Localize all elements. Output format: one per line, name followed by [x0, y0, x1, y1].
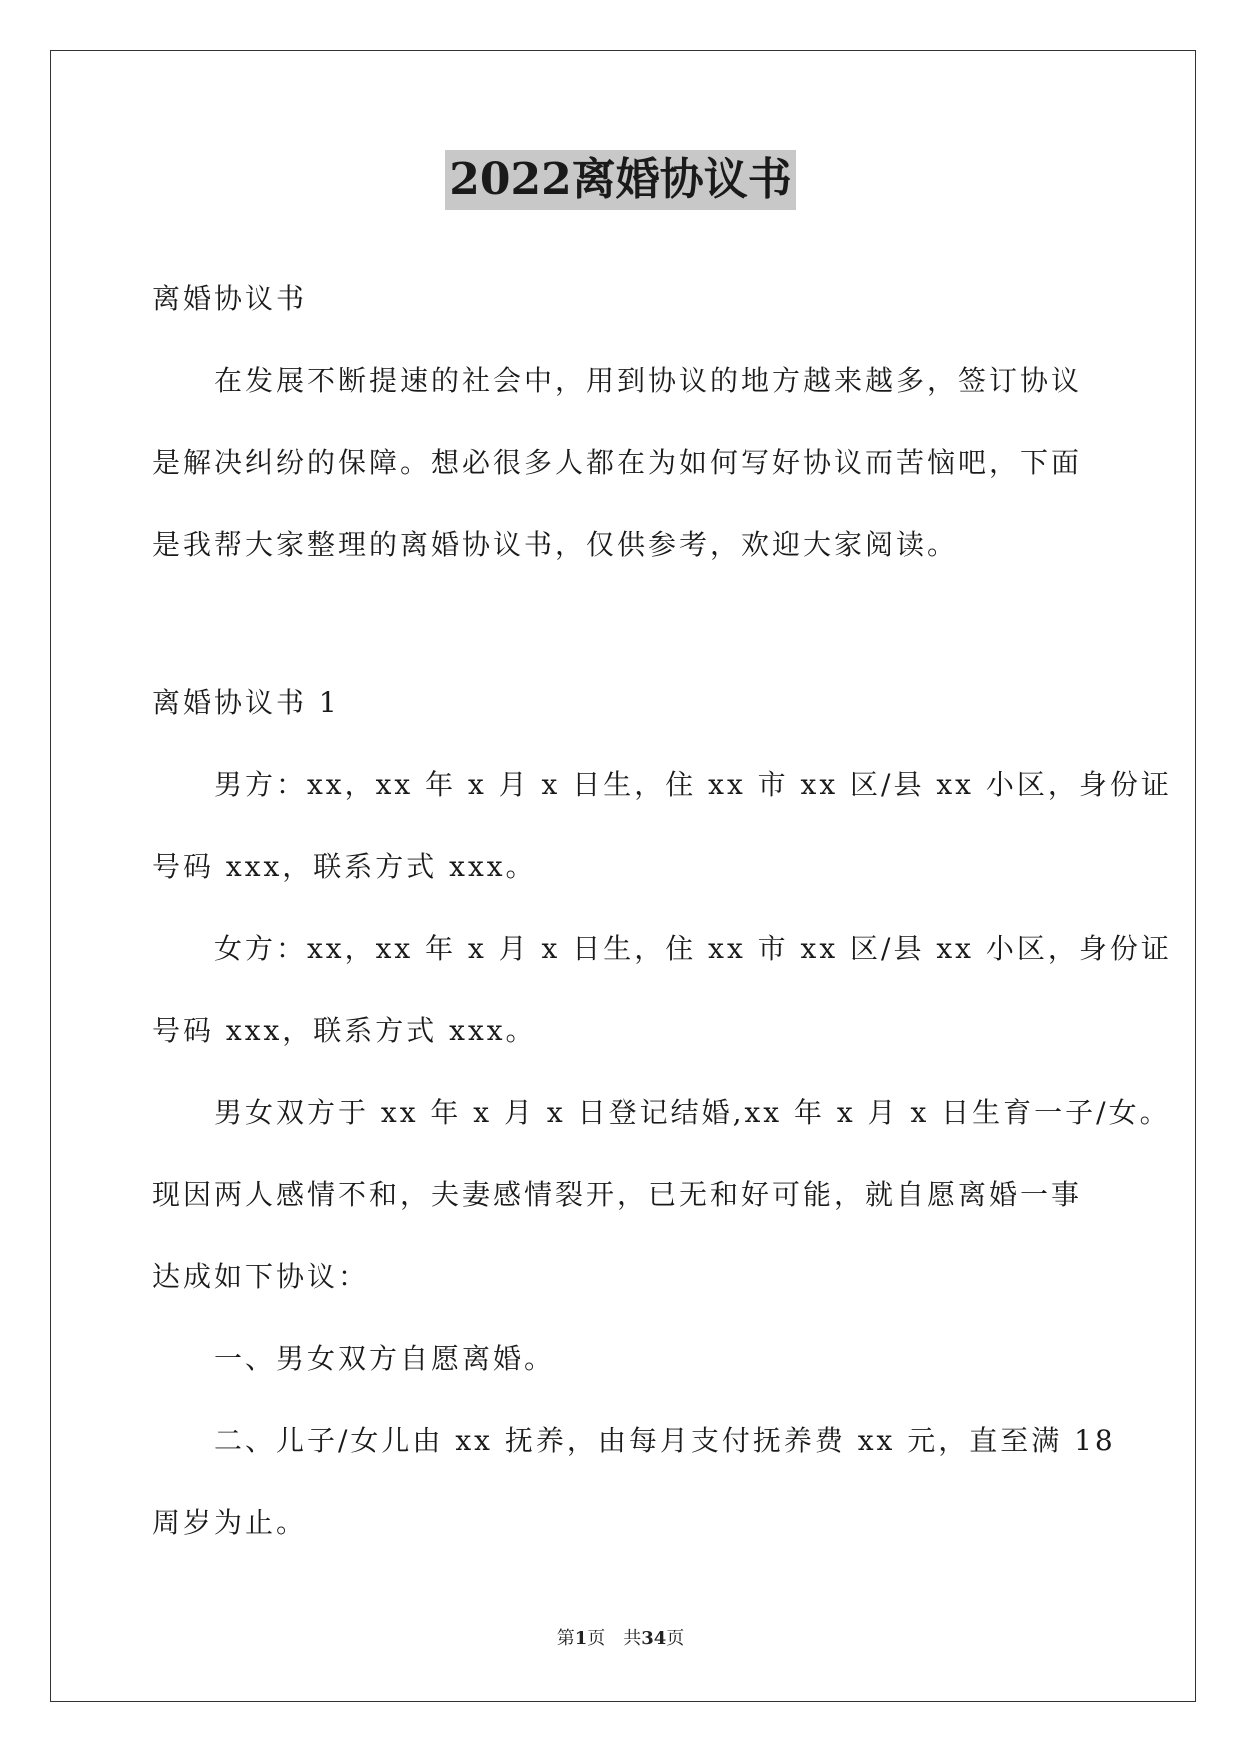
clause-2-line-1: 二、儿子/女儿由 xx 抚养，由每月支付抚养费 xx 元，直至满 18: [214, 1424, 1116, 1457]
marriage-line-1: 男女双方于 xx 年 x 月 x 日登记结婚,xx 年 x 月 x 日生育一子/女。: [214, 1096, 1171, 1129]
clause-2-line-2: 周岁为止。: [152, 1506, 308, 1539]
intro-line-1: 在发展不断提速的社会中，用到协议的地方越来越多，签订协议: [214, 364, 1083, 397]
male-line-2: 号码 xxx，联系方式 xxx。: [152, 850, 537, 883]
footer-total-pages: 34: [641, 1628, 667, 1649]
section-heading: 离婚协议书 1: [152, 686, 340, 719]
intro-line-3: 是我帮大家整理的离婚协议书，仅供参考，欢迎大家阅读。: [152, 528, 959, 561]
page-footer: [0, 1624, 1241, 1650]
marriage-line-3: 达成如下协议：: [152, 1260, 370, 1293]
male-line-1: 男方：xx，xx 年 x 月 x 日生，住 xx 市 xx 区/县 xx 小区，身份证: [214, 768, 1172, 801]
clause-1: 一、男女双方自愿离婚。: [214, 1342, 556, 1375]
footer-page-number: 1: [574, 1628, 588, 1649]
footer-total-suffix: 页: [666, 1628, 685, 1649]
document-heading: 离婚协议书: [152, 282, 308, 315]
footer-page-prefix: 第: [556, 1628, 575, 1649]
document-title: 2022离婚协议书: [445, 150, 795, 210]
spacer: [152, 586, 1092, 662]
intro-line-2: 是解决纠纷的保障。想必很多人都在为如何写好协议而苦恼吧，下面: [152, 446, 1083, 479]
female-line-1: 女方：xx，xx 年 x 月 x 日生，住 xx 市 xx 区/县 xx 小区，身份证: [214, 932, 1172, 965]
marriage-line-2: 现因两人感情不和，夫妻感情裂开，已无和好可能，就自愿离婚一事: [152, 1178, 1083, 1211]
footer-page-suffix: 页: [587, 1628, 606, 1649]
title-wrap: [0, 150, 1241, 210]
female-line-2: 号码 xxx，联系方式 xxx。: [152, 1014, 537, 1047]
footer-total-prefix: 共: [623, 1628, 642, 1649]
document-body: [152, 258, 1172, 1564]
